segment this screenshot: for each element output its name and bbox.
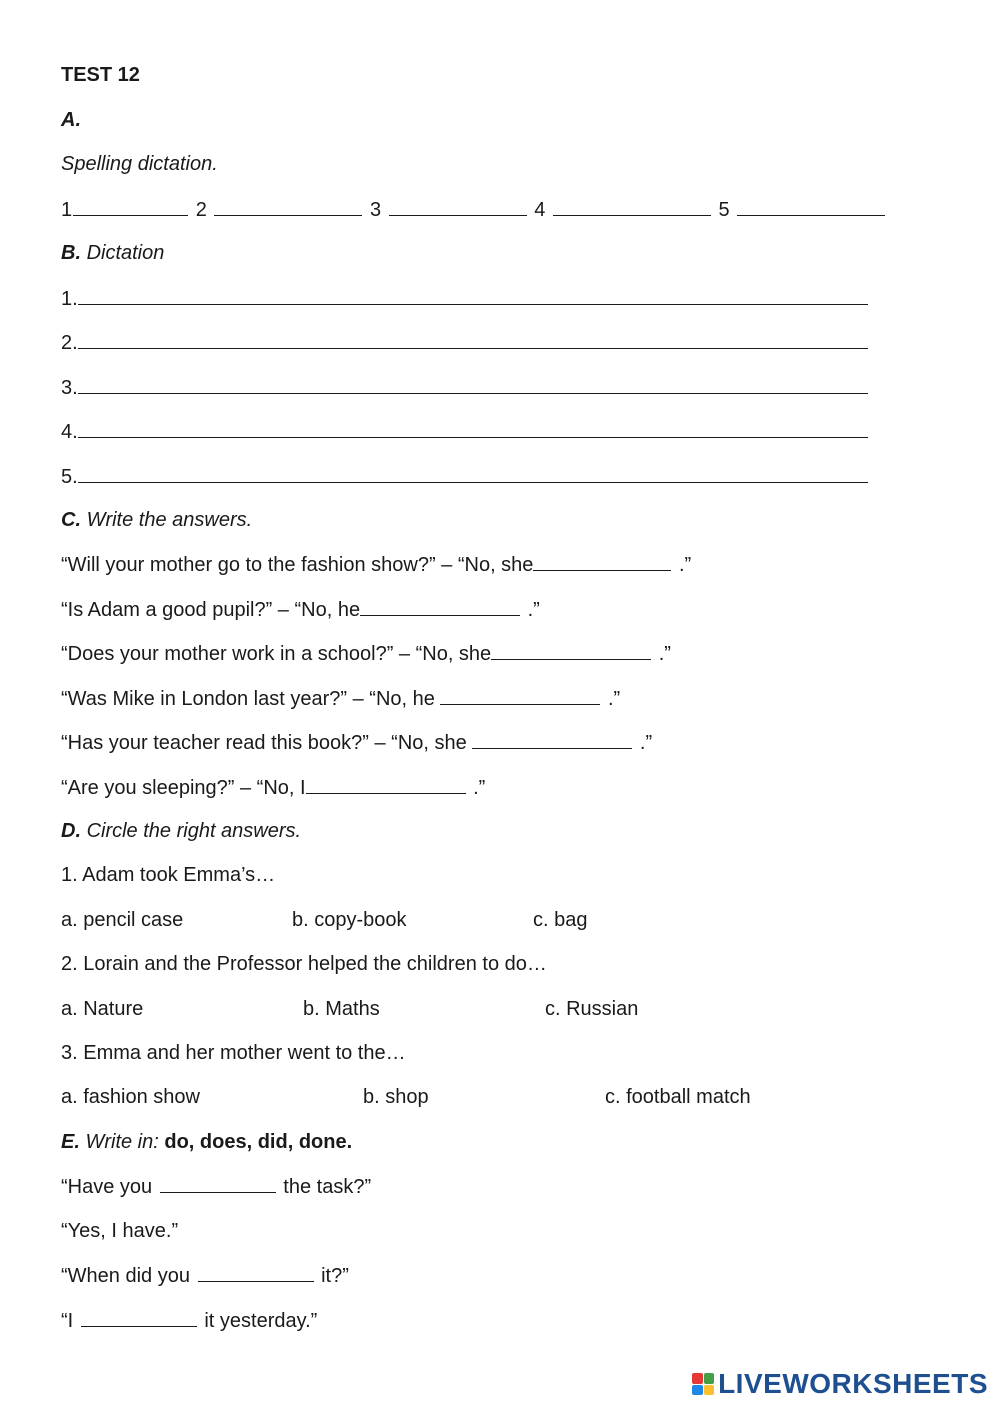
spelling-num: 4 — [534, 199, 546, 221]
section-e-label: E. — [61, 1131, 80, 1153]
dialog-text: it?” — [321, 1265, 349, 1287]
dictation-num: 4. — [61, 421, 78, 443]
section-d-instruction: Circle the right answers. — [86, 820, 302, 842]
dialog-line-4 — [61, 1308, 317, 1333]
spelling-row — [61, 197, 887, 222]
answer-question: “Are you sleeping?” – “No, I — [61, 777, 306, 799]
mc-option-1a[interactable]: a. pencil case — [61, 909, 184, 931]
dictation-num: 3. — [61, 377, 78, 399]
section-c-header — [61, 508, 252, 532]
spelling-blank-3[interactable] — [389, 197, 527, 216]
dictation-line — [61, 330, 870, 355]
section-d-header — [61, 819, 301, 843]
answer-line — [61, 641, 671, 666]
dictation-blank-4[interactable] — [78, 419, 868, 438]
section-b-header — [61, 241, 164, 265]
dialog-line-2: “Yes, I have.” — [61, 1220, 179, 1242]
mc-option-3b[interactable]: b. shop — [363, 1086, 429, 1108]
spelling-num: 1 — [61, 199, 73, 221]
mc-option-3c[interactable]: c. football match — [605, 1086, 751, 1108]
dictation-blank-5[interactable] — [78, 464, 868, 483]
liveworksheets-logo-icon — [692, 1373, 714, 1395]
dialog-text: it yesterday.” — [204, 1310, 318, 1332]
answer-question: “Will your mother go to the fashion show?” – “No, she — [61, 554, 534, 576]
brand-name: LIVEWORKSHEETS — [718, 1368, 988, 1399]
dialog-line-1 — [61, 1174, 371, 1199]
dialog-blank-2[interactable] — [198, 1263, 314, 1282]
liveworksheets-brand — [692, 1368, 988, 1400]
spelling-num: 3 — [369, 199, 382, 221]
answer-blank-6[interactable] — [306, 775, 466, 794]
section-c-label: C. — [61, 509, 81, 531]
answer-blank-5[interactable] — [472, 730, 632, 749]
answer-end: .” — [639, 732, 653, 754]
answer-blank-1[interactable] — [533, 552, 671, 571]
answer-end: .” — [608, 688, 621, 710]
dialog-text: the task?” — [283, 1176, 372, 1198]
dictation-line — [61, 375, 870, 400]
mc-question-3: 3. Emma and her mother went to the… — [61, 1042, 406, 1064]
dialog-text: “When did you — [61, 1265, 190, 1287]
dialog-blank-1[interactable] — [160, 1174, 276, 1193]
mc-question-1: 1. Adam took Emma’s… — [61, 864, 276, 886]
dialog-text: “I — [61, 1310, 74, 1332]
dictation-blank-3[interactable] — [78, 375, 868, 394]
dictation-num: 1. — [61, 288, 78, 310]
answer-line — [61, 597, 540, 622]
section-d-label: D. — [61, 820, 81, 842]
dialog-line-3 — [61, 1263, 349, 1288]
section-e-instruction: Write in: — [85, 1131, 159, 1153]
section-b-label: B. — [61, 242, 81, 264]
mc-option-3a[interactable]: a. fashion show — [61, 1086, 200, 1108]
dictation-blank-2[interactable] — [78, 330, 868, 349]
dialog-blank-3[interactable] — [81, 1308, 197, 1327]
mc-option-2c[interactable]: c. Russian — [545, 998, 639, 1020]
answer-end: .” — [679, 554, 692, 576]
logo-square-yellow — [704, 1385, 715, 1396]
answer-line — [61, 552, 691, 577]
dictation-line — [61, 286, 870, 311]
mc-option-1c[interactable]: c. bag — [533, 909, 588, 931]
dictation-num: 2. — [61, 332, 78, 354]
answer-line — [61, 730, 652, 755]
spelling-blank-5[interactable] — [737, 197, 885, 216]
dictation-blank-1[interactable] — [78, 286, 868, 305]
answer-line — [61, 775, 485, 800]
dictation-line — [61, 419, 870, 444]
logo-square-blue — [692, 1385, 703, 1396]
section-a-label: A. — [61, 109, 81, 131]
section-c-instruction: Write the answers. — [86, 509, 253, 531]
answer-line — [61, 686, 620, 711]
dictation-num: 5. — [61, 466, 78, 488]
test-title: TEST 12 — [61, 64, 140, 86]
spelling-num: 5 — [718, 199, 730, 221]
section-e-words: do, does, did, done. — [164, 1131, 353, 1153]
answer-question: “Does your mother work in a school?” – “No, she — [61, 643, 492, 665]
answer-end: .” — [658, 643, 671, 665]
mc-option-2b[interactable]: b. Maths — [303, 998, 380, 1020]
spelling-blank-1[interactable] — [73, 197, 188, 216]
answer-blank-3[interactable] — [491, 641, 651, 660]
answer-question: “Has your teacher read this book?” – “No, she — [61, 732, 467, 754]
mc-question-2: 2. Lorain and the Professor helped the children to do… — [61, 953, 547, 975]
mc-option-1b[interactable]: b. copy-book — [292, 909, 407, 931]
spelling-num: 2 — [195, 199, 207, 221]
answer-question: “Was Mike in London last year?” – “No, he — [61, 688, 435, 710]
dictation-line — [61, 464, 870, 489]
answer-blank-4[interactable] — [440, 686, 600, 705]
answer-end: .” — [473, 777, 486, 799]
logo-square-red — [692, 1373, 703, 1384]
section-a-instruction: Spelling dictation. — [61, 153, 218, 175]
answer-question: “Is Adam a good pupil?” – “No, he — [61, 599, 361, 621]
answer-blank-2[interactable] — [360, 597, 520, 616]
logo-square-green — [704, 1373, 715, 1384]
spelling-blank-4[interactable] — [553, 197, 711, 216]
section-b-instruction: Dictation — [86, 242, 165, 264]
spelling-blank-2[interactable] — [214, 197, 362, 216]
dialog-text: “Have you — [61, 1176, 153, 1198]
mc-option-2a[interactable]: a. Nature — [61, 998, 144, 1020]
answer-end: .” — [527, 599, 540, 621]
section-e-header — [61, 1130, 352, 1154]
